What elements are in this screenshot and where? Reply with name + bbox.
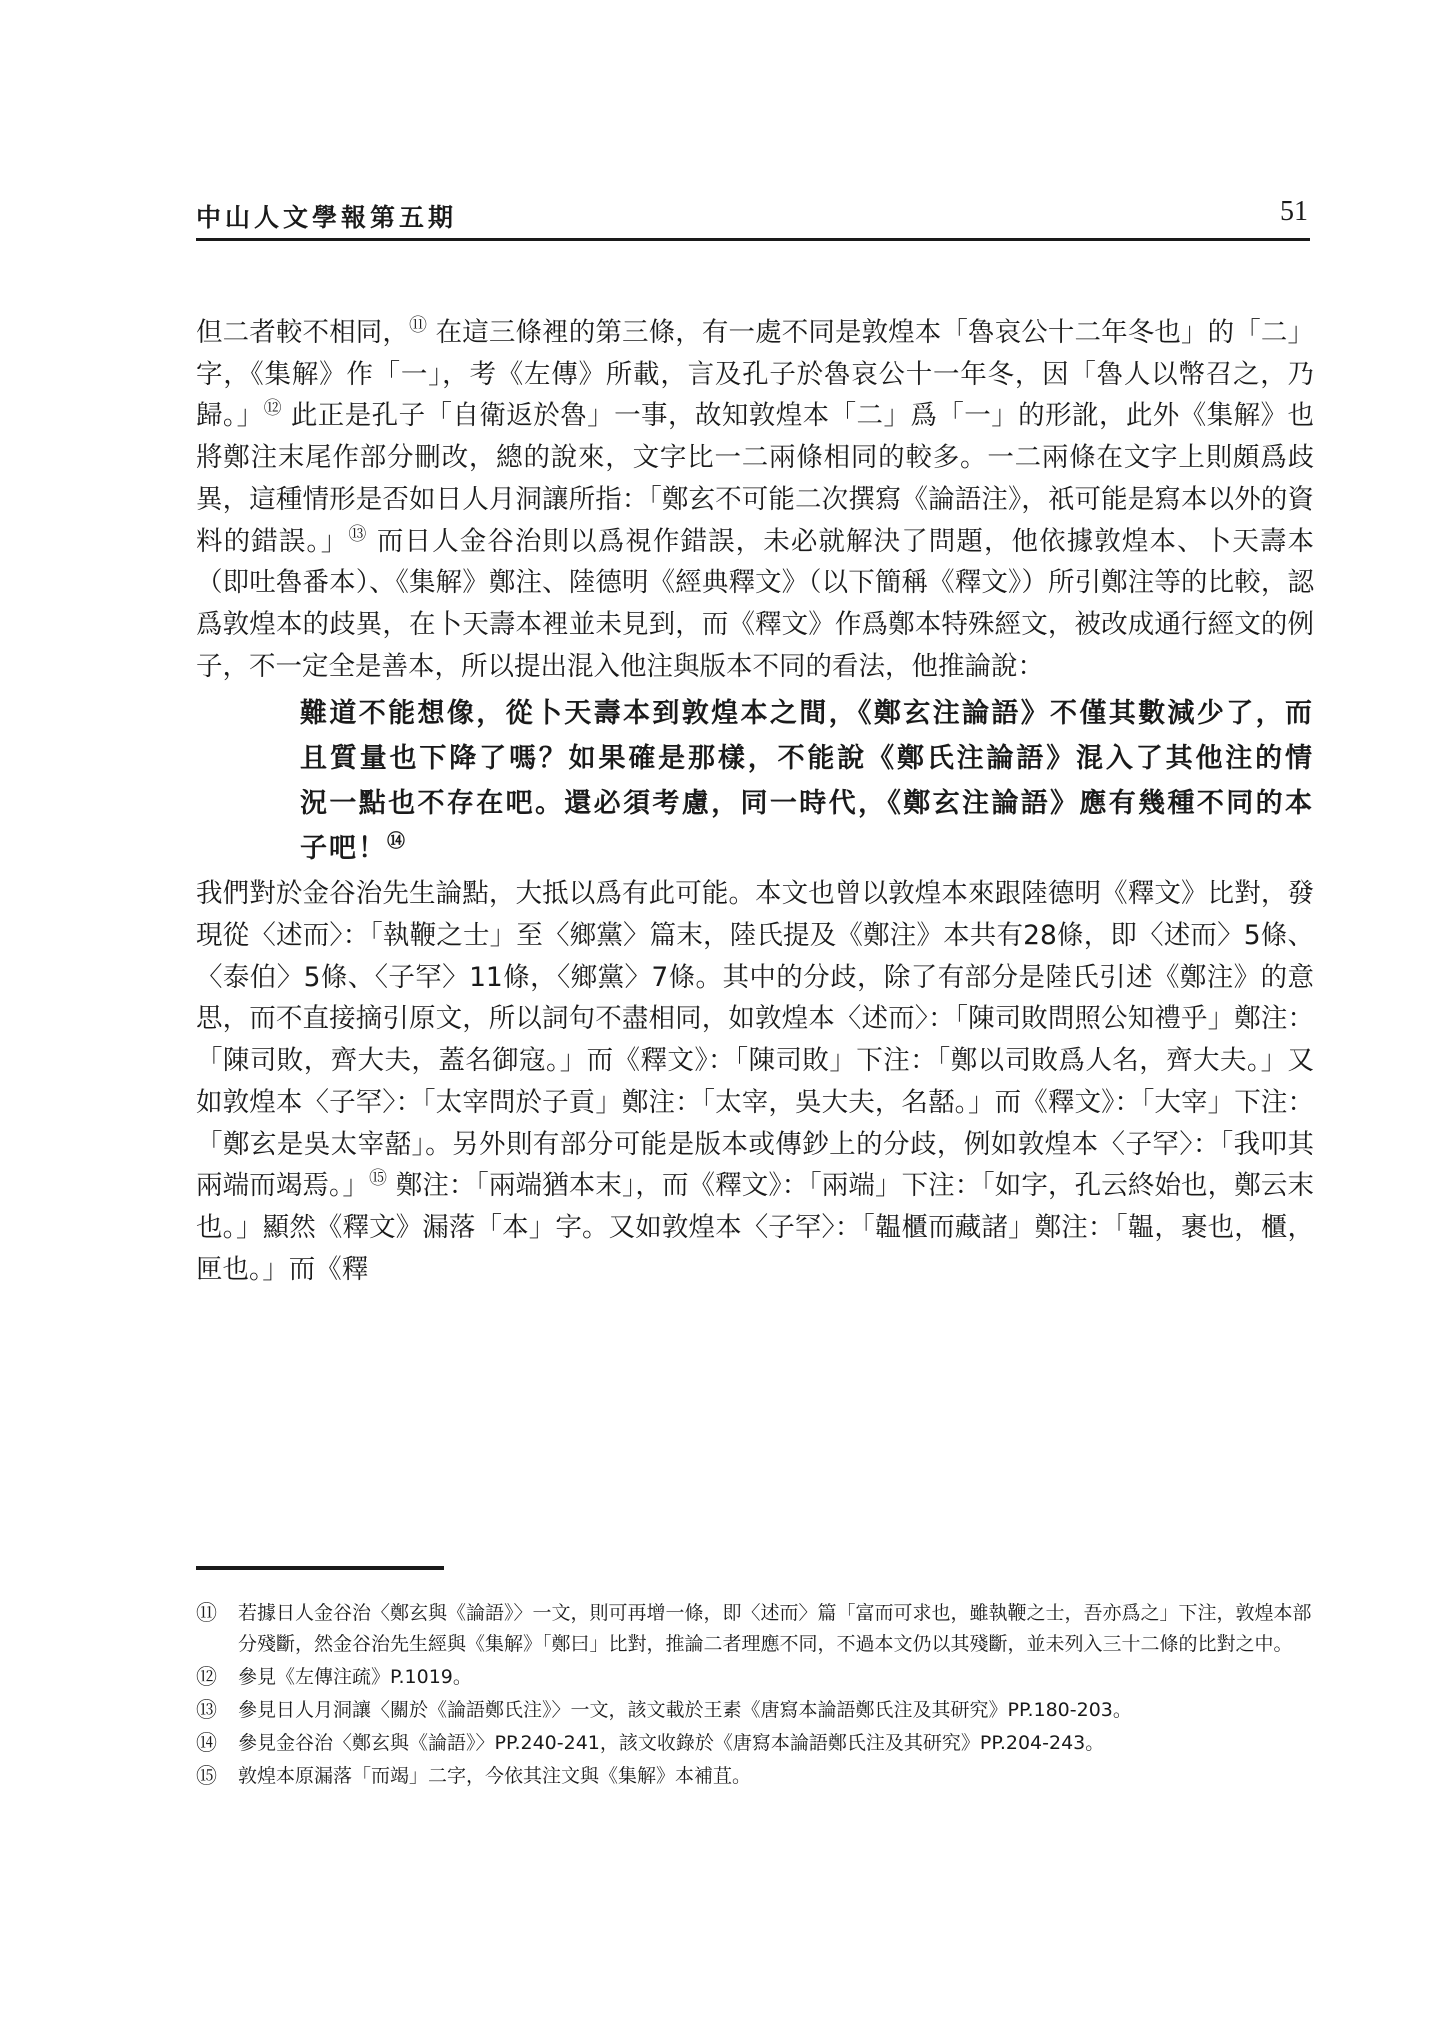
footnote-ref-11[interactable]: ⑪ (408, 315, 428, 337)
footnote-separator (196, 1566, 444, 1570)
main-body-text (196, 312, 1314, 1290)
block-quote (300, 691, 1314, 871)
paragraph-2-text-b: 鄭注：「兩端猶本末」，而《釋文》：「兩端」下注：「如字，孔云終始也，鄭云末也。」顯然《釋文》漏落「本」字。又如敦煌本〈子罕〉：「韞櫃而藏諸」鄭注：「韞，裹也，櫃，匣也。」而《釋 (196, 1170, 1315, 1285)
journal-title: 中山人文學報第五期 (196, 203, 458, 232)
footnote-text: 參見日人月洞讓〈關於《論語鄭氏注》〉一文，該文載於王素《唐寫本論語鄭氏注及其研究》PP.180-203。 (238, 1699, 1132, 1721)
footnote-marker: ⑫ (196, 1665, 217, 1689)
footnote-13 (196, 1695, 1314, 1726)
paragraph-1-text-d: 而日人金谷治則以爲視作錯誤，未必就解決了問題，他依據敦煌本、卜天壽本（即吐魯番本）、《集解》鄭注、陸德明《經典釋文》（以下簡稱《釋文》）所引鄭注等的比較，認爲敦煌本的歧異，在卜天壽本裡並未見到，而《釋文》作爲鄭本特殊經文，被改成通行經文的例子，不一定全是善本，所以提出混入他注與版本不同的看法，他推論說： (196, 525, 1314, 682)
footnote-marker: ⑪ (196, 1601, 217, 1625)
footnote-ref-15[interactable]: ⑮ (369, 1168, 388, 1190)
footnote-marker: ⑮ (196, 1764, 217, 1788)
footnote-marker: ⑭ (196, 1731, 217, 1755)
paragraph-2-text-a: 我們對於金谷治先生論點，大抵以爲有此可能。本文也曾以敦煌本來跟陸德明《釋文》比對，發現從〈述而〉：「執鞭之士」至〈鄉黨〉篇末，陸氏提及《鄭注》本共有28條，即〈述而〉5條、〈泰伯〉5條、〈子罕〉11條，〈鄉黨〉7條。其中的分歧，除了有部分是陸氏引述《鄭注》的意思，而不直接摘引原文，所以詞句不盡相同，如敦煌本〈述而〉：「陳司敗問照公知禮乎」鄭注：「陳司敗，齊大夫，蓋名御寇。」而《釋文》：「陳司敗」下注：「鄭以司敗爲人名，齊大夫。」又如敦煌本〈子罕〉：「太宰問於子貢」鄭注：「太宰，吳大夫，名嚭。」而《釋文》：「大宰」下注：「鄭玄是吳太宰嚭」。另外則有部分可能是版本或傳鈔上的分歧，例如敦煌本〈子罕〉：「我叩其兩端而竭焉。」 (196, 878, 1314, 1202)
page-header (196, 196, 1308, 240)
footnote-text: 若據日人金谷治〈鄭玄與《論語》〉一文，則可再增一條，即〈述而〉篇「富而可求也，雖執鞭之士，吾亦爲之」下注，敦煌本部分殘斷，然金谷治先生經與《集解》「鄭曰」比對，推論二者理應不同，不過本文仍以其殘斷，並未列入三十二條的比對之中。 (238, 1602, 1312, 1655)
paragraph-1-text-c: 此正是孔子「自衛返於魯」一事，故知敦煌本「二」爲「一」的形訛，此外《集解》也將鄭注末尾作部分刪改，總的說來，文字比一二兩條相同的較多。一二兩條在文字上則頗爲歧異，這種情形是否如日人月洞讓所指：「鄭玄不可能二次撰寫《論語注》，祇可能是寫本以外的資料的錯誤。」 (196, 400, 1314, 557)
paragraph-1-text-b: 在這三條裡的第三條，有一處不同是敦煌本「魯哀公十二年冬也」的「二」字，《集解》作「一」，考《左傳》所載，言及孔子於魯哀公十一年冬，因「魯人以幣召之，乃歸。」 (196, 317, 1314, 432)
paragraph-1-text-a: 但二者較不相同， (196, 317, 409, 348)
footnote-ref-13[interactable]: ⑬ (348, 523, 368, 545)
page-number: 51 (1280, 196, 1308, 227)
header-rule (196, 238, 1310, 241)
paragraph-1 (196, 312, 1314, 687)
footnote-ref-14[interactable]: ⑭ (387, 831, 407, 853)
footnote-15 (196, 1761, 1314, 1792)
footnote-text: 參見《左傳注疏》P.1019。 (238, 1666, 472, 1688)
footnote-text: 參見金谷治〈鄭玄與《論語》〉PP.240-241，該文收錄於《唐寫本論語鄭氏注及其研究》PP.204-243。 (238, 1732, 1105, 1754)
footnote-text: 敦煌本原漏落「而竭」二字，今依其注文與《集解》本補苴。 (238, 1765, 752, 1787)
footnote-11 (196, 1598, 1314, 1660)
footnote-ref-12[interactable]: ⑫ (263, 398, 282, 420)
block-quote-text: 難道不能想像，從卜天壽本到敦煌本之間，《鄭玄注論語》不僅其數減少了，而且質量也下降了嗎？如果確是那樣，不能說《鄭氏注論語》混入了其他注的情況一點也不存在吧。還必須考慮，同一時代，《鄭玄注論語》應有幾種不同的本子吧！ (300, 698, 1314, 865)
paragraph-2 (196, 873, 1314, 1290)
footnote-14 (196, 1728, 1314, 1759)
footnotes (196, 1598, 1314, 1794)
footnote-12 (196, 1662, 1314, 1693)
footnote-marker: ⑬ (196, 1698, 217, 1722)
